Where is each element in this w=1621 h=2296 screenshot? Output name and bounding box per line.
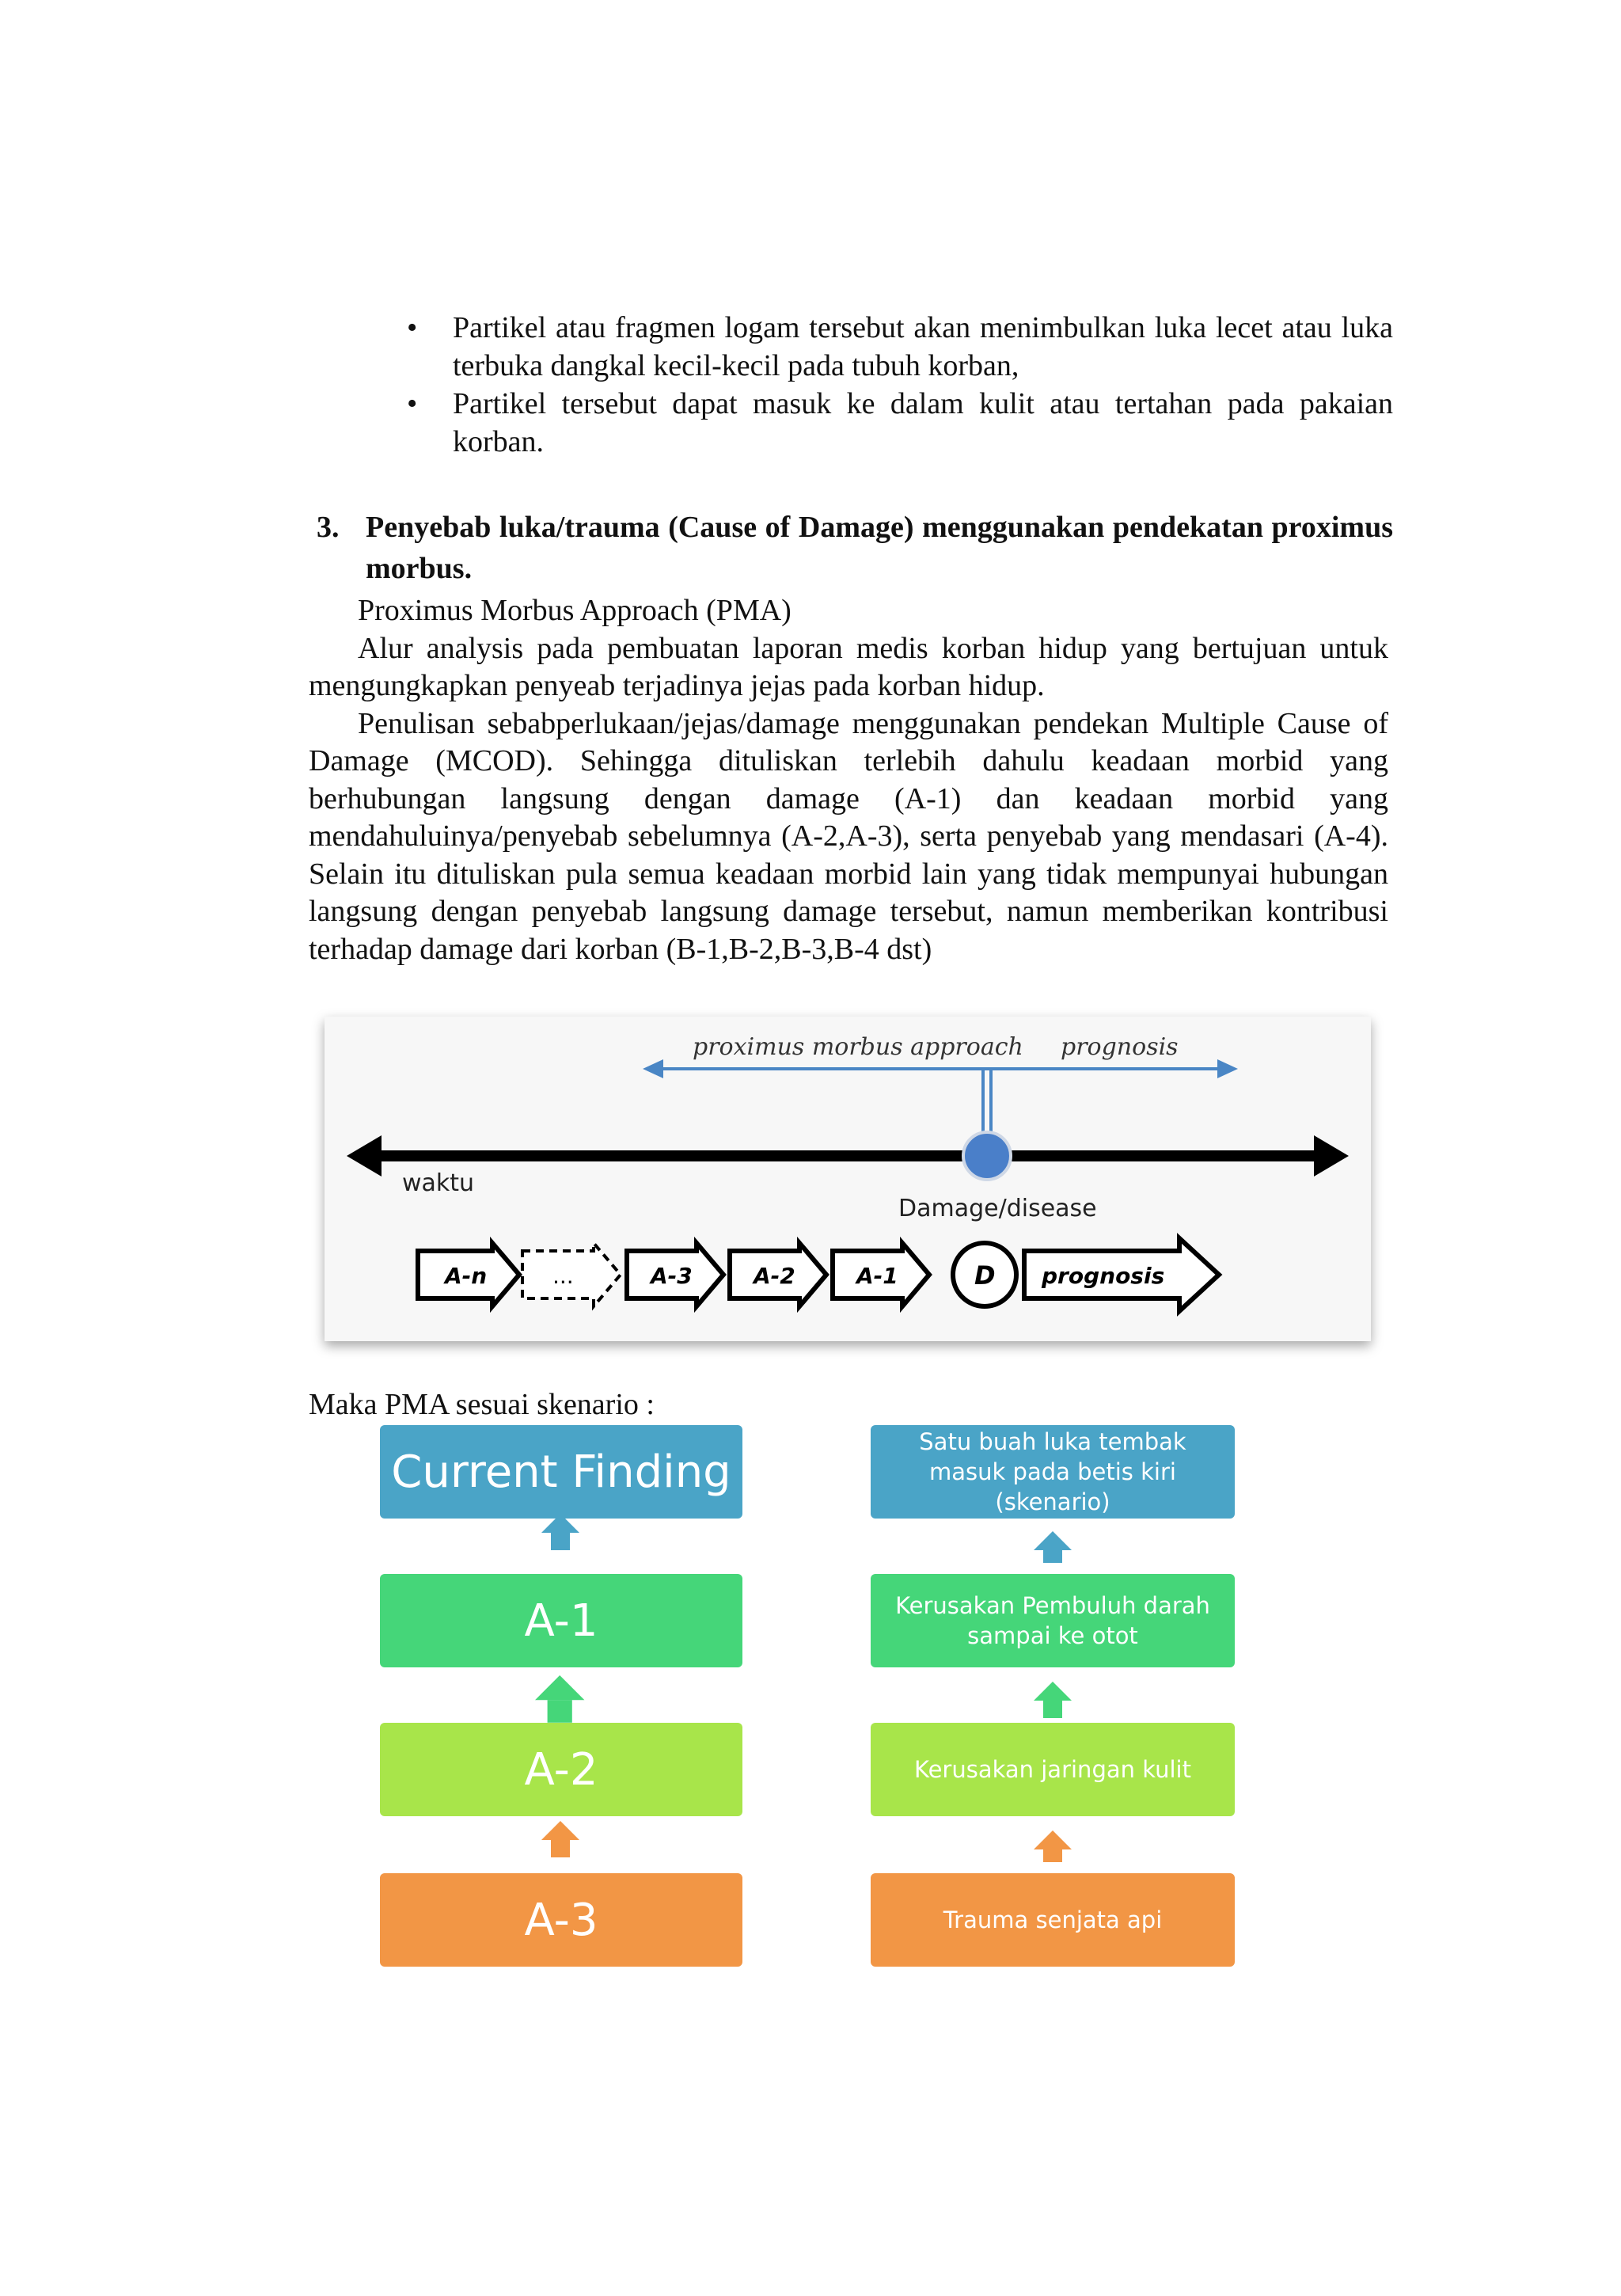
bullet-list: [404, 309, 1393, 461]
chain-label-prognosis: prognosis: [1042, 1263, 1165, 1289]
chain-label-d: D: [974, 1260, 996, 1291]
flow-box-jaringan: Kerusakan jaringan kulit: [871, 1723, 1235, 1816]
flow-box-a3: A-3: [380, 1873, 742, 1967]
paragraph: Alur analysis pada pembuatan laporan medis korban hidup yang bertujuan untuk mengungkapkan penyeab terjadinya jejas pada korban hidup.: [309, 631, 1388, 702]
heading-number: 3.: [317, 511, 340, 544]
chain-label-an: A-n: [445, 1263, 488, 1289]
flow-box-current-finding: Current Finding: [380, 1425, 742, 1519]
chain-label-a3: A-3: [651, 1263, 693, 1289]
pma-timeline-figure: [325, 1017, 1371, 1341]
damage-label: Damage/disease: [898, 1195, 1097, 1222]
flow-box-a1: A-1: [380, 1574, 742, 1667]
bullet-text: Partikel atau fragmen logam tersebut akan menimbulkan luka lecet atau luka terbuka dangkal kecil-kecil pada tubuh korban,: [453, 311, 1393, 382]
chain-label-ellipsis: ...: [552, 1263, 574, 1289]
prognosis-label: prognosis: [1061, 1033, 1179, 1061]
pma-label: proximus morbus approach: [693, 1033, 1023, 1061]
chain-label-a2: A-2: [754, 1263, 795, 1289]
timeline-diagram: [325, 1017, 1371, 1341]
flow-box-trauma: Trauma senjata api: [871, 1873, 1235, 1967]
flow-box-pembuluh: Kerusakan Pembuluh darah sampai ke otot: [871, 1574, 1235, 1667]
scenario-intro: Maka PMA sesuai skenario :: [309, 1388, 655, 1421]
bullet-icon: •: [407, 311, 418, 344]
time-label: waktu: [402, 1169, 475, 1197]
heading-text: Penyebab luka/trauma (Cause of Damage) menggunakan pendekatan proximus morbus.: [366, 511, 1393, 585]
paragraph: Penulisan sebabperlukaan/jejas/damage menggunakan pendekan Multiple Cause of Damage (MCOD). Sehingga dituliskan terlebih dahulu keadaan morbid yang berhubungan langsung dengan damage (A-1) dan keadaan morbid yang mendahuluinya/penyebab sebelumnya (A-2,A-3), serta penyebab yang mendasari (A-4). Selain itu dituliskan pula semua keadaan morbid lain yang tidak mempunyai hubungan langsung dengan penyebab langsung damage tersebut, namun memberikan kontribusi terhadap damage dari korban (B-1,B-2,B-3,B-4 dst): [309, 706, 1388, 966]
damage-point-icon: [963, 1132, 1011, 1180]
body-text: [309, 592, 1388, 968]
flow-box-a2: A-2: [380, 1723, 742, 1816]
pma-arrow-right-head: [1217, 1059, 1238, 1078]
flow-box-skenario: Satu buah luka tembak masuk pada betis kiri (skenario): [871, 1425, 1235, 1519]
time-axis-right-head: [1314, 1135, 1349, 1177]
list-item: [404, 309, 1393, 385]
bullet-text: Partikel tersebut dapat masuk ke dalam kulit atau tertahan pada pakaian korban.: [453, 387, 1393, 458]
list-item: [404, 385, 1393, 461]
chain-label-a1: A-1: [856, 1263, 898, 1289]
time-axis-left-head: [347, 1135, 382, 1177]
pma-arrow-left-head: [643, 1059, 663, 1078]
section-heading: [317, 507, 1393, 589]
paragraph: Proximus Morbus Approach (PMA): [358, 594, 792, 627]
bullet-icon: •: [407, 387, 418, 420]
